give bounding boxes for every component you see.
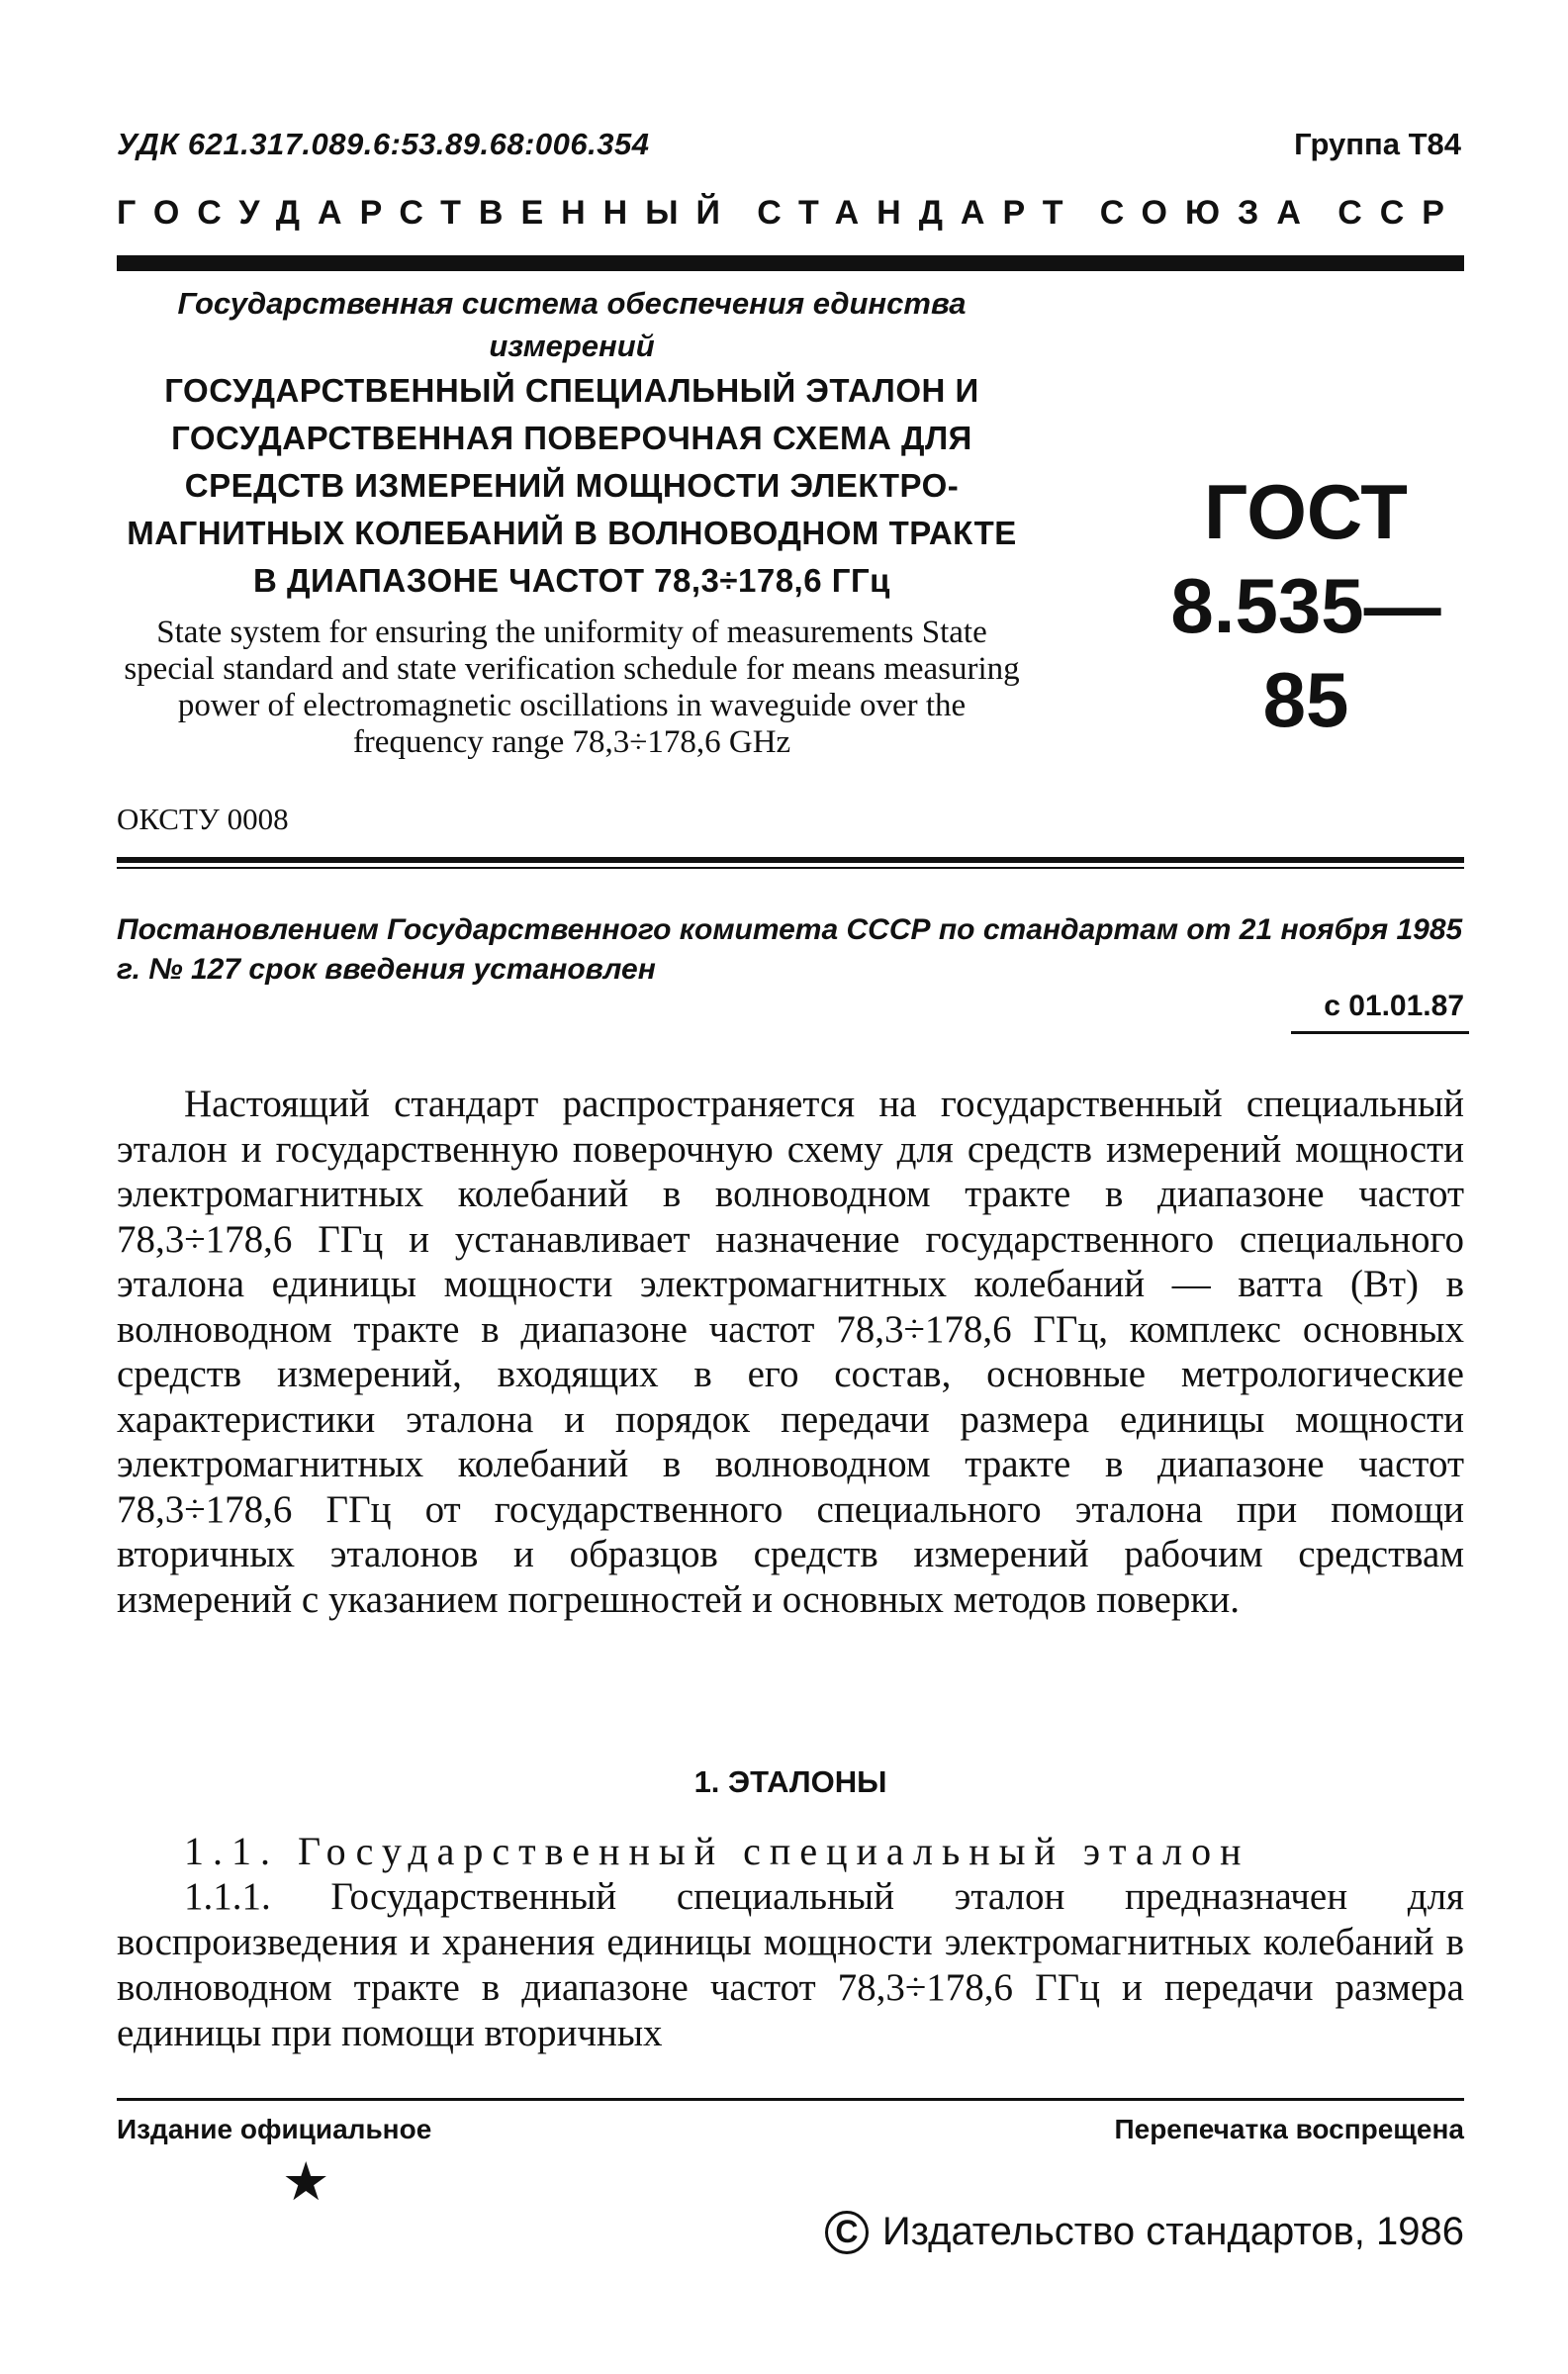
effective-date: с 01.01.87	[1324, 990, 1464, 1022]
section-heading: 1. ЭТАЛОНЫ	[693, 1764, 887, 1799]
star-icon: ★	[282, 2152, 330, 2212]
gost-label: ГОСТ	[1204, 468, 1408, 555]
intro-paragraph: Настоящий стандарт распространяется на государственный специальный эталон и государственную поверочную схему для средств измерений мощности электромагнитных колебаний в волноводном тракте в диапазоне частот 78,3÷178,6 ГГц и устанавливает назначение государственного специального эталона единицы мощности электромагнитных колебаний — ватта (Вт) в волноводном тракте в диапазоне частот 78,3÷178,6 ГГц, комплекс основных средств измерений, входящих в его состав, основные метрологические характеристики эталона и порядок передачи размера единицы мощности электромагнитных колебаний в волноводном тракте в диапазоне частот 78,3÷178,6 ГГц от государственного специального эталона при помощи вторичных эталонов и образцов средств измерений рабочим средствам измерений с указанием погрешностей и основных методов поверки.	[117, 1083, 1464, 1621]
group-code: Группа Т84	[1294, 127, 1461, 161]
series-header	[117, 194, 1462, 233]
series-word: СОЮЗА	[1099, 194, 1319, 232]
okstu-code: ОКСТУ 0008	[117, 802, 289, 836]
decree-text	[117, 910, 1464, 990]
document-title: ГОСУДАРСТВЕННЫЙ СПЕЦИАЛЬНЫЙ ЭТАЛОН И ГОСУДАРСТВЕННАЯ ПОВЕРОЧНАЯ СХЕМА ДЛЯ СРЕДСТВ ИЗМЕРЕНИЙ МОЩНОСТИ ЭЛЕКТРО-МАГНИТНЫХ КОЛЕБАНИЙ В ВОЛНОВОДНОМ ТРАКТЕ В ДИАПАЗОНЕ ЧАСТОТ 78,3÷178,6 ГГц	[127, 372, 1017, 599]
system-subtitle: Государственная система обеспечения единства измерений	[177, 286, 967, 363]
date-underline	[1291, 1031, 1469, 1034]
series-word: ССР	[1337, 194, 1462, 232]
footer-divider	[117, 2098, 1464, 2101]
subsection-heading: 1.1. Государственный специальный эталон	[184, 1829, 1250, 1873]
english-title: State system for ensuring the uniformity of measurements State special standard and state verification schedule for means measuring power of electromagnetic oscillations in waveguide over the frequency range 78,3÷178,6 GHz	[124, 615, 1020, 760]
section-divider-thin	[117, 867, 1464, 869]
edition-label: Издание официальное	[117, 2114, 432, 2144]
decree-body: Постановлением Государственного комитета СССР по стандартам от 21 ноября 1985 г. № 127 срок введения установлен	[117, 913, 1463, 986]
copyright-line	[825, 2210, 1464, 2254]
series-word: ГОСУДАРСТВЕННЫЙ	[117, 194, 738, 232]
gost-number: 8.535—85	[1170, 562, 1441, 743]
udk-code: УДК 621.317.089.6:53.89.68:006.354	[117, 127, 650, 161]
section-divider	[117, 857, 1464, 863]
publisher-name: Издательство стандартов, 1986	[881, 2210, 1464, 2253]
series-word: СТАНДАРТ	[757, 194, 1081, 232]
section-paragraph: 1.1.1. Государственный специальный эталон предназначен для воспроизведения и хранения единицы мощности электромагнитных колебаний в волноводном тракте в диапазоне частот 78,3÷178,6 ГГц и передачи размера единицы при помощи вторичных	[117, 1875, 1464, 2054]
gost-designation	[1143, 465, 1469, 747]
copyright-icon: С	[825, 2211, 869, 2254]
reprint-notice: Перепечатка воспрещена	[1114, 2114, 1464, 2144]
title-block	[117, 282, 1027, 761]
header-divider	[117, 255, 1464, 271]
